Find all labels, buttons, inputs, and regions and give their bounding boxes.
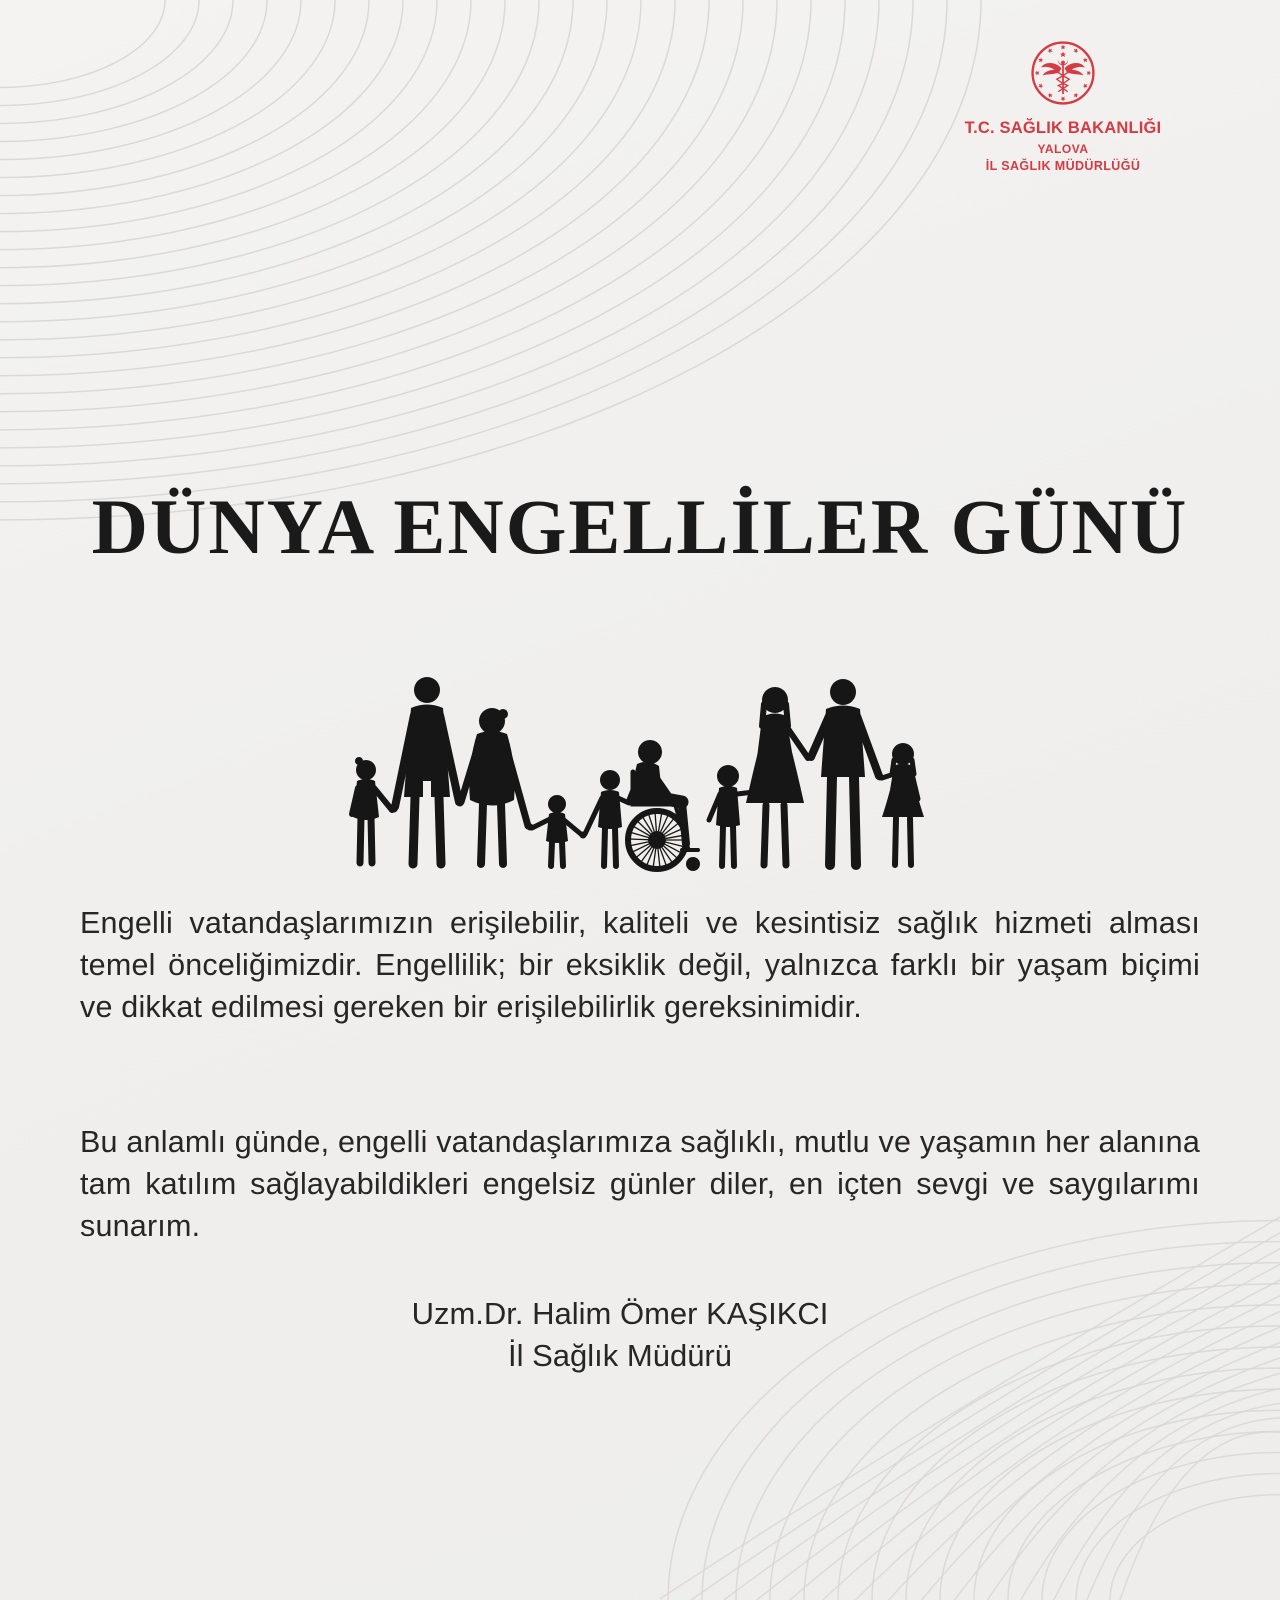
poster-title: DÜNYA ENGELLİLER GÜNÜ — [91, 483, 1189, 570]
figure-mother — [461, 708, 528, 864]
figure-toddler — [352, 757, 392, 863]
ministry-health-emblem-icon — [1024, 34, 1102, 112]
ministry-logo-block — [953, 34, 1173, 173]
body-paragraph-1: Engelli vatandaşlarımızın erişilebilir, kaliteli ve kesintisiz sağlık hizmeti alması temel önceliğimizdir. Engellilik; bir eksiklik değil, yalnızca farklı bir yaşam biçimi ve dikkat edilmesi gereken bir erişilebilirlik gereksinimidir. — [80, 906, 1200, 1024]
ministry-name: T.C. SAĞLIK BAKANLIĞI — [964, 119, 1162, 137]
figure-father — [395, 677, 459, 864]
figure-wheelchair-user — [628, 740, 700, 871]
family-with-wheelchair-silhouette-illustration — [330, 664, 930, 876]
signature-block — [0, 1293, 1240, 1377]
figure-child-2 — [709, 765, 754, 866]
signatory-name: Uzm.Dr. Halim Ömer KAŞIKCI — [411, 1296, 829, 1331]
figure-man — [811, 679, 879, 865]
figure-child — [585, 770, 629, 866]
directorate-name: İL SAĞLIK MÜDÜRLÜĞÜ — [985, 159, 1141, 173]
signatory-title: İl Sağlık Müdürü — [508, 1338, 732, 1373]
figure-small-child — [532, 795, 582, 866]
figure-woman — [746, 687, 808, 865]
province-name: YALOVA — [1037, 142, 1089, 156]
body-paragraph-2: Bu anlamlı günde, engelli vatandaşlarımıza sağlıklı, mutlu ve yaşamın her alanına tam katılım sağlayabildikleri engelsiz günler diler, en içten sevgi ve saygılarımı sunarım. — [80, 1125, 1200, 1243]
figure-girl — [882, 743, 924, 865]
